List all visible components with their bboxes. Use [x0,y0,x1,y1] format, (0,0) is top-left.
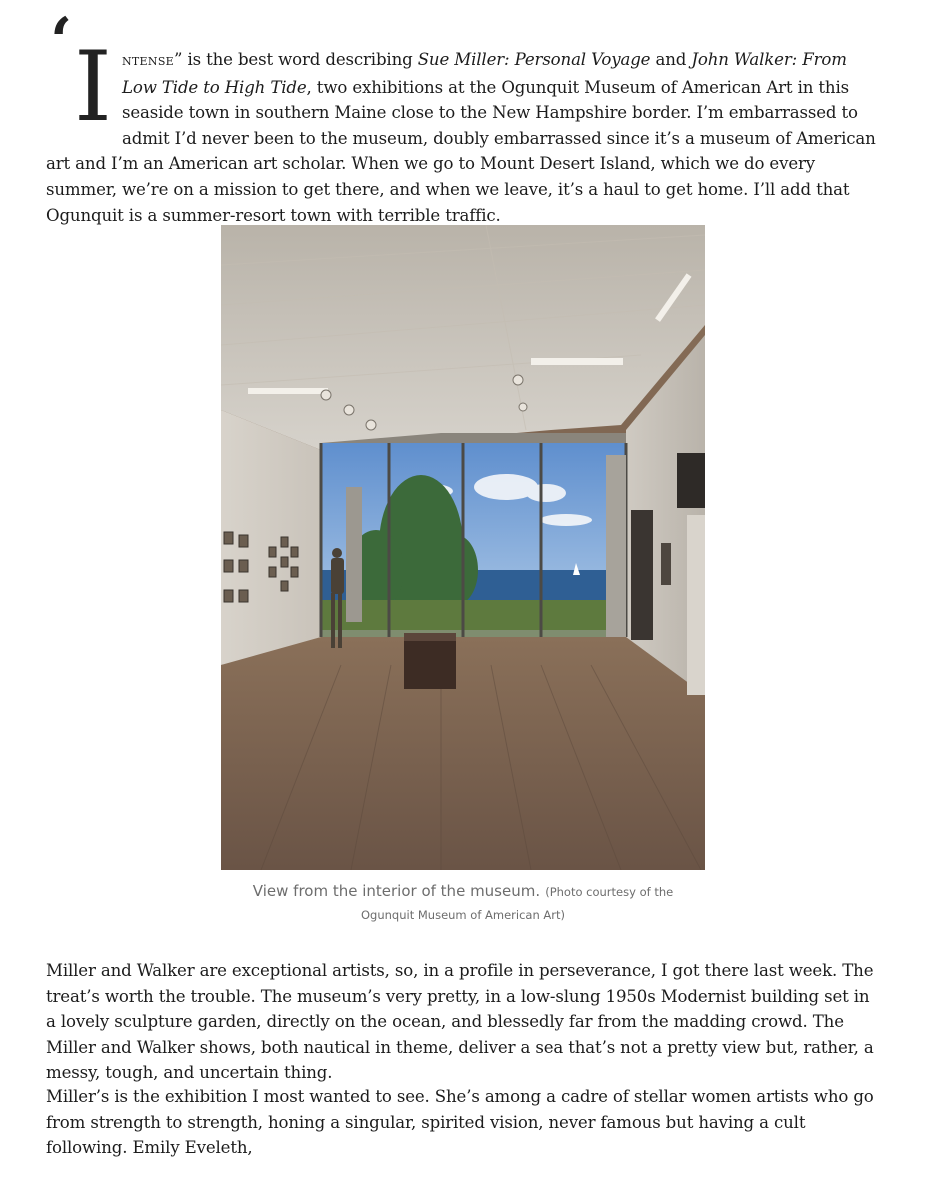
intro-text-3: , two exhibitions at the Ogunquit Museum of American Art in this seaside town in southern Maine close to the New Hampshire border. I’m embarrassed to admit I’d never been to the museum, doubly embarrassed since it’s a museum of American art and I’m an American art scholar. When we go to Mount Desert Island, which we do every summer, we’re on a mission to get there, and when we leave, it’s a haul to get home. I’ll add that Ogunquit is a summer-resort town with terrible traffic. [46,77,876,225]
drop-cap-quote: ‘ [50,4,73,79]
intro-smallcaps: NTENSE [122,55,174,68]
exhibition-title-miller: Sue Miller: Personal Voyage [417,50,651,69]
museum-interior-photo [221,225,705,870]
body-paragraph-3: Miller’s is the exhibition I most wanted to see. She’s among a cadre of stellar women artists who go from strength to strength, honing a singular, spirited vision, never famous but having a cult following. Emily Eveleth, [46,1087,874,1158]
caption-credit-2: Ogunquit Museum of American Art) [360,908,565,922]
caption-text: View from the interior of the museum. [252,882,541,900]
body-paragraph-2: Miller and Walker are exceptional artists, so, in a profile in perseverance, I got there last week. The treat’s worth the trouble. The museum’s very pretty, in a low-slung 1950s Modernist building set in a lovely sculpture garden, directly on the ocean, and blessedly far from the madding crowd. The Miller and Walker shows, both nautical in theme, deliver a sea that’s not a pretty view but, rather, a messy, tough, and uncertain thing. [46,961,874,1083]
drop-cap-letter: I [74,31,112,143]
photo-caption [150,881,776,922]
intro-paragraph [46,4,884,228]
drop-cap [46,4,122,143]
intro-text-2: and [650,50,692,69]
intro-text-1: ” is the best word describing [173,50,418,69]
exhibition-title-walker: John Walker: From Low Tide to High Tide [122,50,847,97]
caption-credit-1: (Photo courtesy of the [545,885,674,899]
